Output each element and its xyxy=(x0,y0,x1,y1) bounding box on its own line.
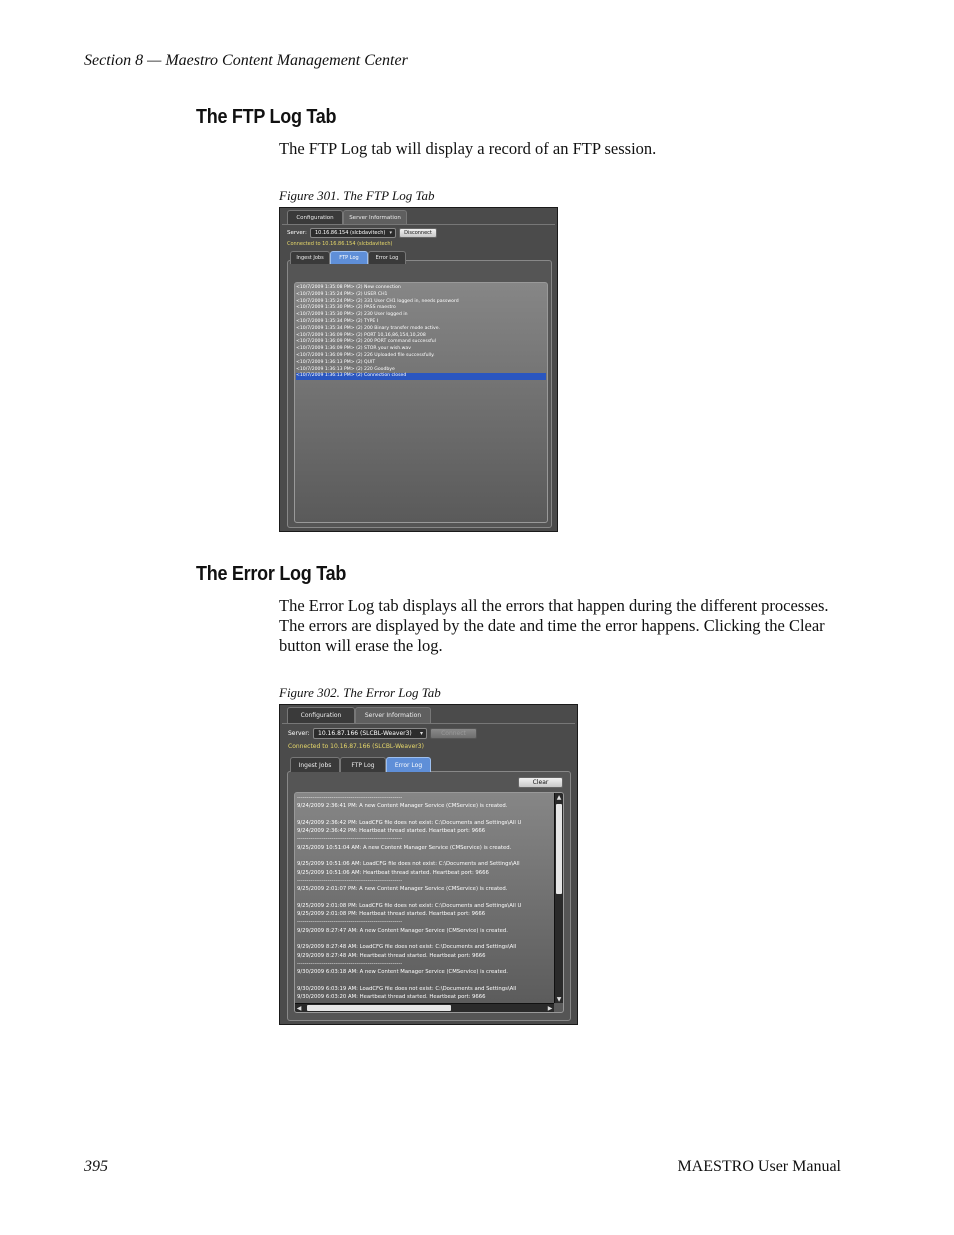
log-line[interactable]: 9/29/2009 8:27:48 AM: LoadCFG file does not exist: C:\Documents and Settings\All xyxy=(297,944,517,951)
log-line[interactable]: <10/7/2009 1:35:30 PM> (2) 230 User logged in xyxy=(296,312,408,318)
log-line[interactable]: 9/24/2009 2:36:41 PM: A new Content Manager Service (CMService) is created. xyxy=(297,803,508,810)
log-line[interactable]: 9/29/2009 8:27:48 AM: Heartbeat thread started. Heartbeat port: 9666 xyxy=(297,952,486,959)
horizontal-scroll-thumb[interactable] xyxy=(307,1005,451,1011)
log-line[interactable] xyxy=(297,852,553,860)
sub-tabs xyxy=(290,251,406,264)
error-log-screenshot xyxy=(279,704,578,1025)
page-number: 395 xyxy=(84,1158,108,1175)
log-line[interactable]: <10/7/2009 1:36:09 PM> (2) 226 Uploaded file successfully. xyxy=(296,352,435,358)
log-line[interactable]: 9/30/2009 6:03:20 AM: Heartbeat thread started. Heartbeat port: 9666 xyxy=(297,994,486,1001)
log-line[interactable]: ------------------------------------------------------- xyxy=(297,795,403,801)
scroll-left-icon[interactable]: ◀ xyxy=(296,1004,302,1012)
tab-ingest-jobs[interactable]: Ingest Jobs xyxy=(290,757,340,772)
log-line[interactable]: <10/7/2009 1:35:30 PM> (2) PASS maestro xyxy=(296,305,396,311)
error-figure-caption: Figure 302. The Error Log Tab xyxy=(279,685,441,700)
log-line[interactable]: <10/7/2009 1:35:24 PM> (2) USER CH1 xyxy=(296,291,388,297)
log-line[interactable]: <10/7/2009 1:35:34 PM> (2) TYPE I xyxy=(296,318,379,324)
server-select[interactable] xyxy=(313,728,427,739)
tab-error-log[interactable]: Error Log xyxy=(386,757,431,772)
log-line[interactable] xyxy=(297,935,553,943)
log-line[interactable]: <10/7/2009 1:35:24 PM> (2) 331 User CH1 logged in, needs password xyxy=(296,298,459,304)
server-label: Server: xyxy=(287,230,307,236)
connection-status: Connected to 10.16.86.154 (slcbdavitech) xyxy=(287,241,393,247)
tab-configuration[interactable]: Configuration xyxy=(287,210,343,224)
chevron-down-icon: ▾ xyxy=(419,730,423,737)
tab-ingest-jobs[interactable]: Ingest Jobs xyxy=(290,251,330,264)
connection-status: Connected to 10.16.87.166 (SLCBL-Weaver3) xyxy=(288,743,424,750)
log-line[interactable]: ------------------------------------------------------- xyxy=(297,836,403,843)
log-line[interactable]: 9/25/2009 2:01:08 PM: LoadCFG file does not exist: C:\Documents and Settings\All U xyxy=(297,902,522,909)
log-line[interactable]: <10/7/2009 1:36:09 PM> (2) PORT 10,16,86,154,10,208 xyxy=(296,332,426,338)
log-line[interactable]: <10/7/2009 1:36:13 PM> (2) Connection closed xyxy=(296,373,546,380)
server-select[interactable] xyxy=(310,228,396,238)
log-line[interactable]: ------------------------------------------------------- xyxy=(297,960,403,967)
log-line[interactable] xyxy=(297,811,553,819)
tab-server-information[interactable]: Server Information xyxy=(343,210,407,224)
scroll-down-icon[interactable]: ▼ xyxy=(556,995,562,1003)
scroll-right-icon[interactable]: ▶ xyxy=(547,1004,553,1012)
connect-button[interactable]: Connect xyxy=(430,728,477,739)
sub-tabs xyxy=(290,757,431,772)
error-log-list[interactable] xyxy=(294,792,564,1013)
log-line[interactable] xyxy=(297,894,553,902)
log-line[interactable]: 9/25/2009 2:01:08 PM: Heartbeat thread started. Heartbeat port: 9666 xyxy=(297,911,486,918)
log-line[interactable]: <10/7/2009 1:35:34 PM> (2) 200 Binary transfer mode active. xyxy=(296,325,441,331)
log-line[interactable]: 9/24/2009 2:36:42 PM: Heartbeat thread started. Heartbeat port: 9666 xyxy=(297,828,486,835)
log-line[interactable]: <10/7/2009 1:36:13 PM> (2) 220 Goodbye xyxy=(296,366,395,372)
disconnect-button[interactable]: Disconnect xyxy=(399,228,437,238)
log-line[interactable]: 9/29/2009 8:27:47 AM: A new Content Manager Service (CMService) is created. xyxy=(297,927,508,934)
ftp-log-screenshot xyxy=(279,207,558,532)
server-select-value: 10.16.87.166 (SLCBL-Weaver3) xyxy=(318,730,412,737)
horizontal-scrollbar[interactable] xyxy=(295,1003,554,1012)
log-line[interactable]: 9/25/2009 10:51:04 AM: A new Content Manager Service (CMService) is created. xyxy=(297,844,512,851)
main-tabs xyxy=(287,707,431,723)
tab-divider xyxy=(282,224,555,225)
log-line[interactable] xyxy=(297,977,553,985)
log-line[interactable]: 9/24/2009 2:36:42 PM: LoadCFG file does not exist: C:\Documents and Settings\All U xyxy=(297,819,522,826)
running-head: Section 8 — Maestro Content Management Center xyxy=(84,52,408,69)
ftp-figure-caption: Figure 301. The FTP Log Tab xyxy=(279,188,435,203)
server-label: Server: xyxy=(288,730,310,737)
server-select-value: 10.16.86.154 (slcbdavitech) xyxy=(315,230,386,236)
scroll-up-icon[interactable]: ▲ xyxy=(556,793,562,801)
tab-server-information[interactable]: Server Information xyxy=(355,707,431,723)
log-line[interactable]: ------------------------------------------------------- xyxy=(297,919,403,926)
log-line[interactable]: <10/7/2009 1:35:08 PM> (2) New connection xyxy=(296,285,401,290)
clear-button[interactable]: Clear xyxy=(518,777,563,788)
log-line[interactable]: <10/7/2009 1:36:13 PM> (2) QUIT xyxy=(296,359,376,365)
ftp-log-list[interactable] xyxy=(294,282,548,523)
chevron-down-icon: ▾ xyxy=(389,230,392,236)
tab-ftp-log[interactable]: FTP Log xyxy=(330,251,368,264)
vertical-scrollbar[interactable] xyxy=(554,793,563,1003)
vertical-scroll-thumb[interactable] xyxy=(556,804,562,894)
log-line[interactable]: 9/25/2009 10:51:06 AM: LoadCFG file does not exist: C:\Documents and Settings\All xyxy=(297,861,520,868)
ftp-section-body: The FTP Log tab will display a record of an FTP session. xyxy=(279,139,657,158)
error-section-body: The Error Log tab displays all the errors that happen during the different processes. The errors are displayed by the date and time the error happens. Clicking the Clear button will erase the log. xyxy=(279,596,829,655)
log-line[interactable]: <10/7/2009 1:36:09 PM> (2) 200 PORT command successful xyxy=(296,339,436,345)
tab-ftp-log[interactable]: FTP Log xyxy=(340,757,386,772)
error-section-title: The Error Log Tab xyxy=(196,563,347,585)
log-line[interactable]: ------------------------------------------------------- xyxy=(297,877,403,884)
log-line[interactable]: <10/7/2009 1:36:09 PM> (2) STOR your wish.wav xyxy=(296,346,411,352)
log-line[interactable]: 9/25/2009 10:51:06 AM: Heartbeat thread started. Heartbeat port: 9666 xyxy=(297,869,489,876)
log-line[interactable]: 9/30/2009 6:03:19 AM: LoadCFG file does not exist: C:\Documents and Settings\All xyxy=(297,985,517,992)
tab-divider xyxy=(282,723,575,724)
tab-error-log[interactable]: Error Log xyxy=(368,251,406,264)
main-tabs xyxy=(287,210,407,224)
tab-configuration[interactable]: Configuration xyxy=(287,707,355,723)
manual-title: MAESTRO User Manual xyxy=(677,1158,841,1175)
log-line[interactable]: 9/30/2009 6:03:18 AM: A new Content Manager Service (CMService) is created. xyxy=(297,969,508,976)
log-line[interactable]: 9/25/2009 2:01:07 PM: A new Content Manager Service (CMService) is created. xyxy=(297,886,508,893)
ftp-section-title: The FTP Log Tab xyxy=(196,106,337,128)
